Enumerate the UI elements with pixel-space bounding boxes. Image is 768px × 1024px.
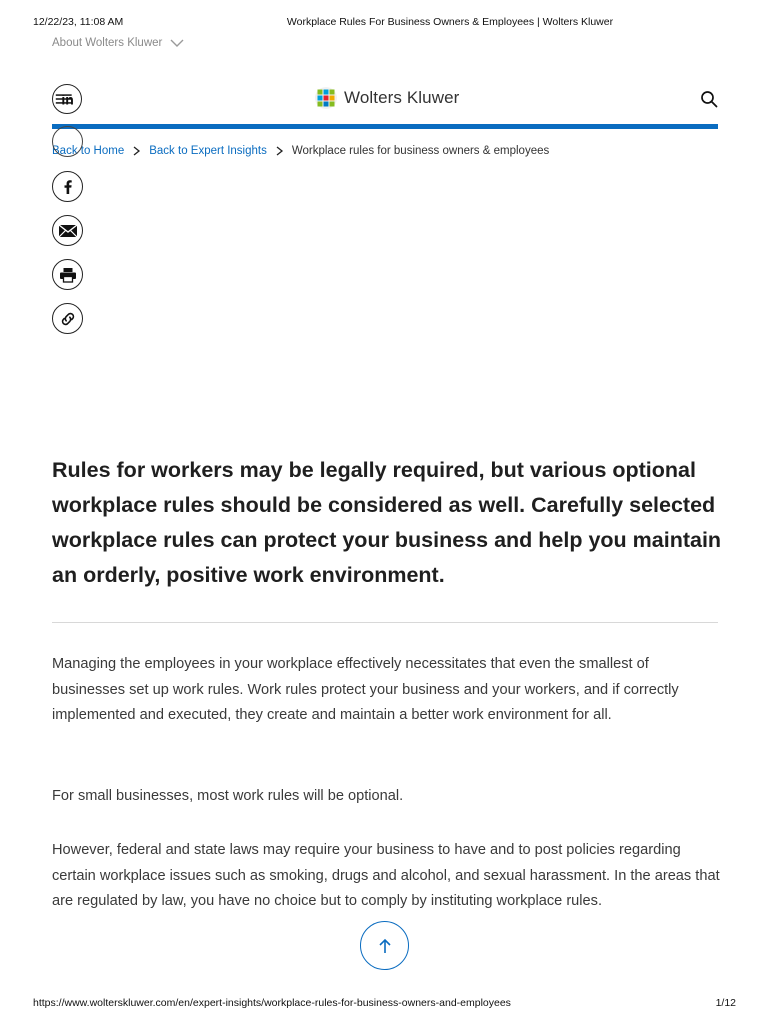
menu-icon <box>53 84 81 114</box>
breadcrumb-home-link[interactable]: Back to Home <box>52 145 125 157</box>
print-footer <box>0 997 768 1011</box>
about-label: About Wolters Kluwer <box>52 37 163 49</box>
arrow-up-icon <box>376 937 394 955</box>
article-paragraph: Managing the employees in your workplace effectively necessitates that even the smallest of businesses set up work rules. Work rules protect your business and your workers, and if correctly implemented and executed, they create and maintain a better work environment for all. <box>52 656 679 724</box>
link-icon <box>59 310 77 328</box>
twitter-share-button[interactable] <box>52 126 83 157</box>
article-paragraph: However, federal and state laws may require your business to have and to post policies regarding certain workplace issues such as smoking, drugs and alcohol, and sexual harassment. In the areas that are regulated by law, you have no choice but to comply by instituting workplace rules. <box>52 842 720 910</box>
chevron-right-icon <box>275 146 284 156</box>
logo[interactable] <box>314 86 459 110</box>
print-page-number: 1/12 <box>715 997 736 1009</box>
breadcrumb-expert-insights-link[interactable]: Back to Expert Insights <box>149 145 267 157</box>
chevron-down-icon <box>170 38 184 48</box>
print-url: https://www.wolterskluwer.com/en/expert-insights/workplace-rules-for-business-owners-and-employees <box>33 997 511 1009</box>
facebook-icon <box>60 179 76 195</box>
print-header <box>0 16 768 30</box>
header-accent-bar <box>52 124 718 129</box>
copy-link-button[interactable] <box>52 303 83 334</box>
email-icon <box>58 224 78 238</box>
linkedin-icon: in <box>61 91 74 108</box>
chevron-right-icon <box>132 146 141 156</box>
article-paragraph: For small businesses, most work rules will be optional. <box>52 788 404 804</box>
email-share-button[interactable] <box>52 215 83 246</box>
print-icon <box>59 267 77 283</box>
divider <box>52 622 718 623</box>
back-to-top-button[interactable] <box>360 921 409 970</box>
print-datetime: 12/22/23, 11:08 AM <box>33 16 124 28</box>
wolters-kluwer-logo-icon <box>314 86 338 110</box>
print-button[interactable] <box>52 259 83 290</box>
about-dropdown[interactable] <box>52 37 184 49</box>
logo-text: Wolters Kluwer <box>344 88 460 107</box>
breadcrumb <box>52 145 549 157</box>
article-lead: Rules for workers may be legally required, but various optional workplace rules should be considered as well. Carefully selected workplace rules can protect your business and help you maintain an orderly, positive work environment. <box>52 458 722 587</box>
search-icon[interactable] <box>700 90 718 108</box>
facebook-share-button[interactable] <box>52 171 83 202</box>
breadcrumb-current: Workplace rules for business owners & employees <box>291 145 550 157</box>
print-page-title: Workplace Rules For Business Owners & Employees | Wolters Kluwer <box>286 16 614 28</box>
menu-button[interactable] <box>52 84 82 114</box>
